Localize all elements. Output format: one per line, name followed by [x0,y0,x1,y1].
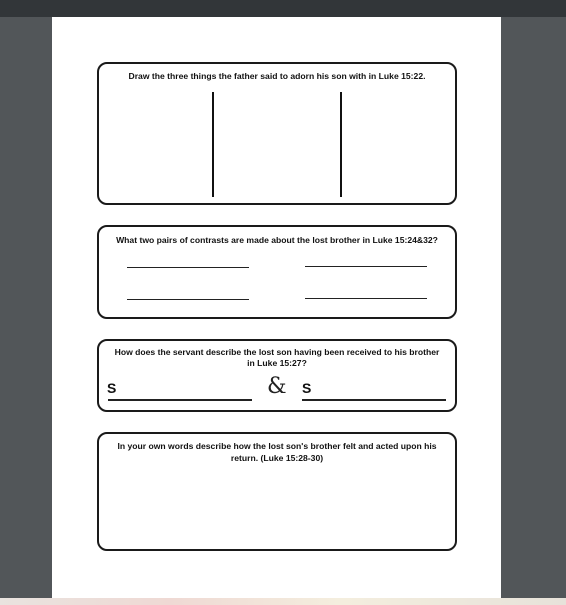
question-box-received [97,339,457,412]
answer-line-first-word[interactable] [108,399,252,401]
question-box-contrasts [97,225,457,319]
answer-line-2[interactable] [305,266,427,267]
question-adorn-text: Draw the three things the father said to adorn his son with in Luke 15:22. [128,71,426,81]
answer-area[interactable] [107,468,447,541]
drawing-divider-right [340,92,342,197]
question-contrasts-text: What two pairs of contrasts are made about the lost brother in Luke 15:24&32? [116,235,438,245]
question-brother-line1: In your own words describe how the lost son's brother felt and acted upon his [117,441,437,451]
question-received-line2: in Luke 15:27? [247,358,307,368]
viewer-toolbar [0,0,566,17]
answer-line-4[interactable] [305,298,427,299]
worksheet-page [52,17,501,598]
question-received-line1: How does the servant describe the lost son having been received to his brother [114,347,440,357]
bottom-edge-strip [0,598,566,605]
question-brother-line2: return. (Luke 15:28-30) [230,453,324,463]
drawing-divider-left [212,92,214,197]
question-box-brother [97,432,457,551]
answer-line-3[interactable] [127,299,249,300]
answer-first-letter: S [107,380,117,396]
question-box-adorn [97,62,457,205]
ampersand: & [267,374,287,399]
answer-line-second-word[interactable] [302,399,446,401]
answer-line-1[interactable] [127,267,249,268]
answer-second-letter: S [302,380,312,396]
